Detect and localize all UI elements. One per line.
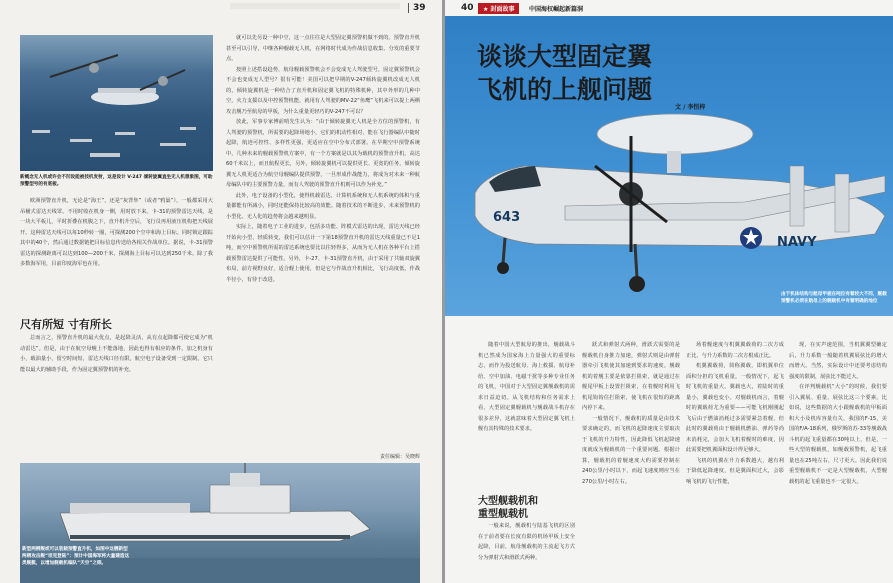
plane-marking: NAVY bbox=[777, 235, 817, 250]
paragraph: 场着舰速度与机翼翼载荷的二次方成正比，与升力系数的二次方根成正比。 bbox=[686, 342, 784, 359]
left-col1-body bbox=[20, 196, 213, 308]
paragraph: 放此，军事专家傅前哨先生认为：“由于倾转旋翼无人机是全方位的预警机，有人驾驶的预警机，所需要的起降场地小，它们的机动性相对，能在飞行器编队中随时起降，航迹可控性、多样性更强，更适应在空中分布式部署。在早期空中预警系统中，几种未来的舰载预警机方案中，有一个方案就是以其为载机的预警直升机，高达60千米以上，而且航程更长，另外，倾转旋翼机可以提供更长、更宽的任务，倾转旋翼无人机更适合为航空母舰编队提供预警，一旦形成作战能力，将成为对未来一种航母编队中的主要预警力量，而有人驾驶的预警直升机则可以作为补充。” bbox=[226, 119, 420, 188]
left-col2-body bbox=[226, 33, 420, 453]
section-heading-line1: 大型舰载机和 bbox=[478, 496, 538, 507]
section-heading-line2: 重型舰载机 bbox=[478, 509, 528, 520]
paragraph: 总而言之，预警直升机的最大优点，是起降灵活，从有点起降都可使它成为“机动雷达”。但是，由于在航空母舰上不能落地，因此也得有相应的条件。加之机身有小，载油量小，留空时间短，雷达天线口径有限，航空电子设备受到一定限制。它只能以最大的辅助手段，作为固定翼预警机的补充。 bbox=[20, 335, 213, 373]
fleet-ships-illustration bbox=[32, 127, 196, 157]
right-col3-body bbox=[686, 340, 784, 583]
right-col2-body bbox=[582, 340, 680, 583]
paragraph: 现，在实声速范围，当机翼翼型确定后，升力系数一般随着机翼展弦比的增大而增大。当然，实际设计中还要考虑结构强度的限制，展弦比不能过大。 bbox=[789, 342, 887, 380]
column-tag: ★ 封面故事 bbox=[478, 3, 519, 14]
paragraph: 机翼翼载荷，简称翼载，即机翼单位面积分担的飞机重量，一般情况下，起飞时飞机的重量大，翼载也大，着陆时的重量小，翼载也变小。对舰载机而言，着舰时的翼载荷尤为重要——可能飞机刚刚起飞后由于燃油消耗过多需要紧急着舰，但此时的翼载荷由于舰载机燃油、弹药等尚未消耗完，会加大飞机着舰时的难度，因此需要把机翼面积设计得足够大。 bbox=[686, 363, 784, 453]
paragraph: 一般来说，舰载机与陆基飞机的区别在于前者要在长度有限的机场甲板上安全起降，目前，航母舰载机的主流起飞方式分为弹射式和滑跃式两种。 bbox=[478, 523, 575, 561]
paragraph: 此外，电子设备的小型化，使得机载雷达、计算机系统和无人机系统的体积与重量都能有所减小，同时还能保持比较高的效能。随着技术的不断进步，未来预警机的小型化、无人化的趋势将会越来越明显。 bbox=[226, 192, 420, 220]
right-page bbox=[445, 0, 893, 583]
e2-hawkeye-illustration bbox=[475, 114, 885, 292]
paragraph: 一般情况下，舰载机的质量是由技术要求确定的，而飞机的起降速度主要取决于飞机的升力特性，因此降低飞机起降速度就成为舰载机的一个重要问题。根据计算，舰载机的着舰速度大约需要控制在240公里/小时以下，而起飞速度则应当在270公里/小时左右。 bbox=[582, 415, 680, 485]
paragraph: 欧洲预警直升机，无论是“海王”，还是“灰背隼”（或者“鸦巢”），一般都采用大吊桶式雷达天线罩。不用时收在机身一侧，用时放下来。卡-31的预警雷达天线，是一块大平板儿，平时折叠在机腹之下，直升机升空后，飞行员再用液压机构把天线展开。这种雷达天线可以每10秒转一圈，可探测200个空中和海上目标。同时锁定跟踪其中的40个，然后通过数据链把目标信息传送给各相关作战单位。据说，卡-31预警雷达的探测距离可以达到100—200千米，探测海上目标可以达到250千米。除了我多数海军用，目前印度海军也在用。 bbox=[20, 198, 213, 267]
paragraph: 随着中国大型航母的推出，舰载战斗机已然成为国家海上力量强大的重要标志，而作为投送航母、海上救援、航母补给、空中加油、电磁干扰等多种专业任务的飞机，中国对于大型固定翼舰载机的需求日益迫切。从飞机结构和任务需求上看，大型固定翼舰载机与舰载战斗机存在很多差异，这就意味着大型固定翼飞机上舰有其特殊的技术要求。 bbox=[478, 342, 575, 432]
running-header-bar bbox=[230, 3, 400, 9]
right-col4-body bbox=[789, 340, 887, 583]
section-heading: 尺有所短 寸有所长 bbox=[20, 318, 112, 331]
tiltrotor-drone-illustration bbox=[50, 55, 185, 105]
paragraph: 就可以先另设一种中空，这一点往往是大型固定翼预警机做不到的。预警直升机甚至可以引导，中继各种舰载无人机，在网络时代成为作战信息收集、分发的重要节点。 bbox=[226, 35, 420, 62]
paragraph: 跃式和弹射式两种，滑跃式需要的是舰载机自身推力加速，弹射式则是由弹射器牵引飞机使其加速到要求的速度。舰载机的着舰主要是依靠拦阻索，就是通过在舰尾甲板上设置拦阻索，在着舰时利用飞机尾钩钩住拦阻索，使飞机在很短的距离内停下来。 bbox=[582, 342, 680, 411]
editor-note: 责任编辑：吴晓辉 bbox=[380, 454, 421, 460]
amphibious-ship-illustration bbox=[60, 463, 370, 541]
uav-aircraft-photo bbox=[20, 35, 213, 171]
article-title-line2: 飞机的上舰问题 bbox=[477, 75, 653, 104]
paragraph: 飞机的机翼在升力系数越大，越有利于降低起降速度，但是翼面积过大，会影响飞机的飞行性能， bbox=[686, 457, 784, 485]
column-subtitle: 中国海权崛起新篇洞 bbox=[529, 6, 584, 13]
byline: 文 / 李恒梓 bbox=[675, 104, 706, 111]
left-page bbox=[0, 0, 442, 583]
article-title-line1: 谈谈大型固定翼 bbox=[477, 42, 653, 71]
paragraph: 实际上，随着电子工业的进步，包括多功能、阵模式雷达的出现，雷达天线已经开始向小型、轻质转变，我们可以估计一下第18预警直升机的雷达天线重量已不足1吨，而空中预警机所需的雷达系统也要比以往轻得多，从而为无人机在各种平台上搭载预警雷达提供了可能性。另外，卡-27、卡-31预警直升机，由于采用了共轴双旋翼布局，前方视野良好，适合舰上使用，但是它与作战直升机相比，飞行高度低，作战半径小，有待于改进。 bbox=[226, 224, 420, 283]
top-photo-caption: 新概念无人机或许会不凹设能被技机发射，这是设计 V-247 倾转旋翼直坐无人机想象图，可助预警型号的有底板。 bbox=[20, 175, 213, 187]
hero-photo-caption: 由于机体结构与航母甲板在吨位有着较大不同，舰载预警机必须在航母上的舰载机中有着明确的地位 bbox=[781, 292, 887, 304]
page-number: 40 bbox=[461, 3, 474, 13]
navy-roundel-icon bbox=[740, 227, 762, 249]
right-col1-body bbox=[478, 340, 575, 488]
paragraph: 按照上述搭设趋势，航母舰载预警机会不会变成无人驾驶型号，固定翼预警机会不会也变成无人型号？很有可能！美国可以把早期的V-247倾转旋翼机改成无人机的，倾转旋翼机是一种结合了直升机和固定翼飞机的特殊机种，其中外形的几种中空，火力支援以及中控预警机能，就用有人驾驶的MV-22“鱼鹰”飞机来可以提上两栖攻击舰乃至航母的甲板，为什么重量更轻巧的V-247不可以？ bbox=[226, 66, 420, 115]
left-col1-body-2 bbox=[20, 333, 213, 453]
page-number: 39 bbox=[408, 3, 426, 13]
right-col1-body-2 bbox=[478, 521, 575, 583]
plane-number: 643 bbox=[493, 210, 521, 225]
paragraph: 在评判舰载机“大小”的时候，我们要引入翼展、重量、展弦比这三个要素。比如说，这些数据的大小跟舰载机的甲板面积大小及机库容量有关，我国的F-15，美国的F/A-18系列，俄罗斯的苏-33等舰载战斗机的起飞重量都在30吨以上，但是，一些大型的舰载机，如舰载预警机，起飞重量也在25吨左右，尺寸更大。因此我们说重型舰载机不一定是大型舰载机，大型舰载机的起飞重量也不一定很大。 bbox=[789, 384, 887, 485]
ship-photo-caption: 新型两栖舰或可以装载预警直升机，如图中这艘新型两栖攻击舰“坦克登陆”：预计中国海军将大量建造这类舰艇，以增加舰载机编队“天空”之眼。 bbox=[22, 547, 130, 566]
